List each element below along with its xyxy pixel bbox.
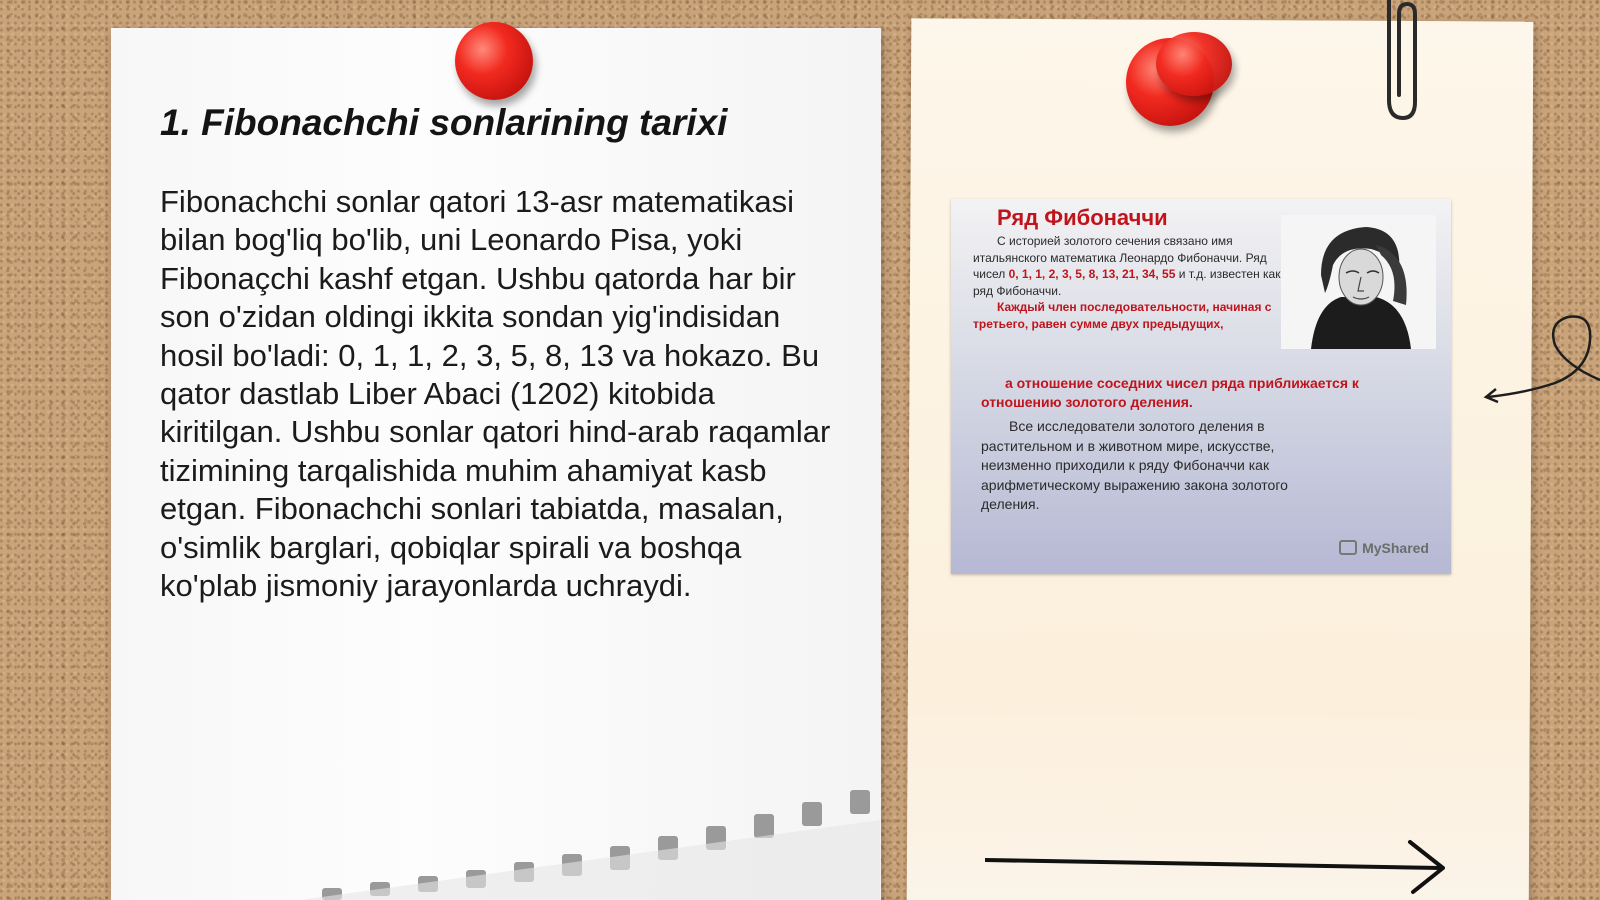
fibonacci-slide-image <box>951 199 1451 574</box>
slide-image-ratio: а отношение соседних чисел ряда приближается к отношению золотого деления. <box>981 375 1359 410</box>
body-paragraph: Fibonachchi sonlar qatori 13-asr matematikasi bilan bog'liq bo'lib, uni Leonardo Pisa, yoki Fibonaçchi kashf etgan. Ushbu qatorda har bir son o'zidan oldingi ikkita sondan yig'indisidan hosil bo'ladi: 0, 1, 1, 2, 3, 5, 8, 13 va hokazo. Bu qator dastlab Liber Abaci (1202) kitobida kiritilgan. Ushbu sonlar qatori hind-arab raqamlar tizimining tarqalishida muhim ahamiyat kasb etgan. Fibonachchi sonlari tabiatda, masalan, o'simlik barglari, qobiqlar spirali va boshqa ko'plab jismoniy jarayonlarda uchraydi. <box>160 184 831 604</box>
arrow-right-icon[interactable] <box>985 838 1450 898</box>
slide-image-rule: Каждый член последовательности, начиная с третьего, равен сумме двух предыдущих, <box>973 300 1272 331</box>
notebook-spiral-edge <box>300 790 880 900</box>
myshared-watermark: MyShared <box>1339 540 1429 556</box>
slide-image-paragraph: С историей золотого сечения связано имя итальянского математика Леонардо Фибоначчи. Ряд чисел 0, 1, 1, 2, 3, 5, 8, 13, 21, 34, 55 и т.д. известен как ряд Фибоначчи. <box>973 234 1281 298</box>
myshared-logo-icon <box>1339 540 1357 555</box>
fibonacci-portrait <box>1281 215 1436 349</box>
page-title: 1. Fibonachchi sonlarining tarixi <box>160 102 728 143</box>
slide-image-title: Ряд Фибоначчи <box>997 205 1168 230</box>
pushpin-icon <box>455 22 533 100</box>
paperclip-icon <box>1375 0 1425 125</box>
curly-arrow-icon <box>1480 305 1600 415</box>
slide-image-conclusion: Все исследователи золотого деления в растительном и в животном мире, искусстве, неизменно приходили к ряду Фибоначчи как арифметическому выражению закона золотого деления. <box>981 418 1288 512</box>
pushpin-icon <box>1156 32 1232 96</box>
